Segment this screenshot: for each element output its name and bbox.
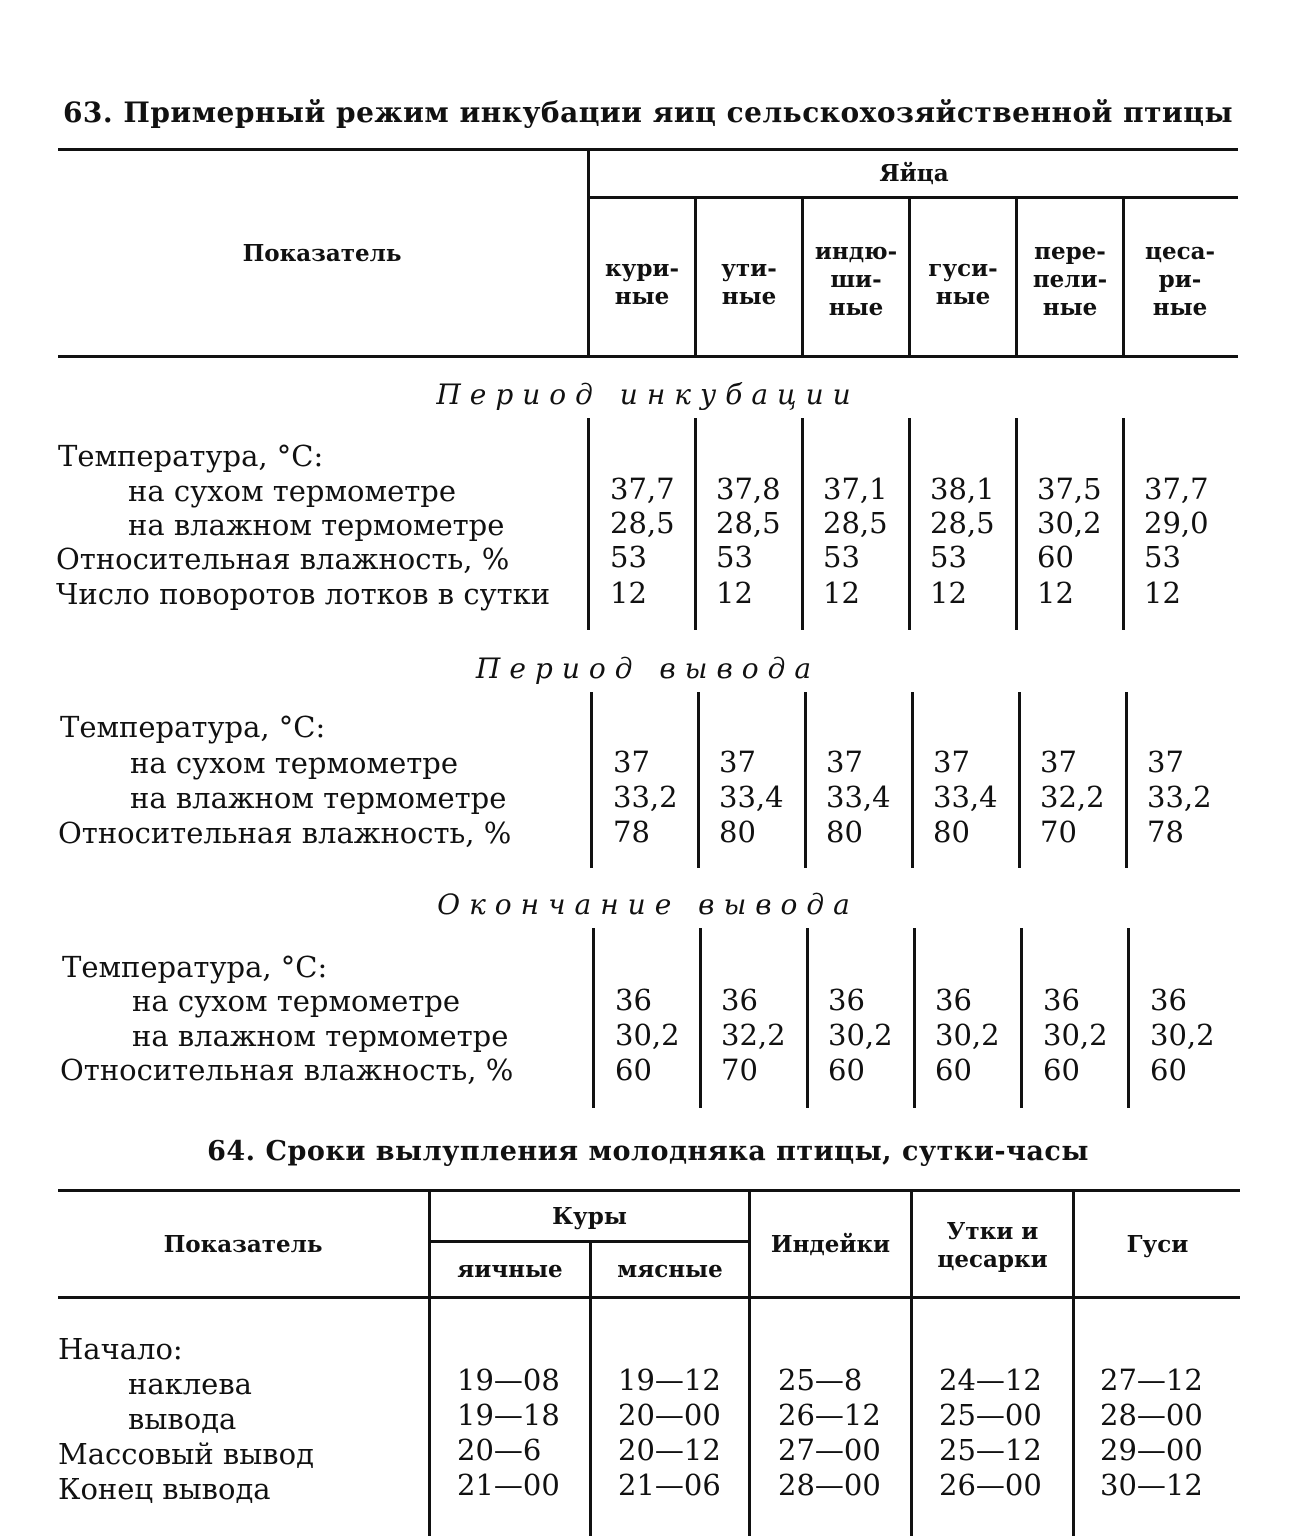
col-divider (590, 692, 593, 868)
header-geese: Гуси (1126, 1231, 1189, 1258)
cell-value: 12 (716, 576, 753, 610)
cell-value: 28,5 (930, 506, 995, 540)
row-label: Относительная влажность, % (58, 816, 512, 850)
row-label: на влажном термометре (128, 508, 505, 542)
cell-value: 29,0 (1144, 506, 1209, 540)
cell-value: 70 (721, 1053, 758, 1087)
cell-value: 53 (930, 540, 967, 574)
cell-value: 37 (1040, 745, 1077, 779)
col-divider (699, 928, 702, 1108)
cell-value: 30—12 (1100, 1468, 1203, 1502)
cell-value: 20—12 (618, 1433, 721, 1467)
cell-value: 28,5 (823, 506, 888, 540)
header-col-duck: ути- ные (721, 255, 777, 310)
cell-value: 30,2 (1043, 1018, 1108, 1052)
cell-value: 30,2 (828, 1018, 893, 1052)
header-col-goose: гуси- ные (928, 255, 998, 310)
cell-value: 78 (1147, 815, 1184, 849)
row-label: Число поворотов лотков в сутки (56, 577, 551, 611)
col-divider (1020, 928, 1023, 1108)
rule-top (58, 148, 1238, 151)
rule-header-bottom (58, 355, 1238, 358)
row-label: Массовый вывод (58, 1437, 314, 1471)
col-divider (908, 418, 911, 630)
col-divider (428, 1189, 431, 1536)
header-broilers: мясные (617, 1256, 723, 1283)
row-label: Относительная влажность, % (60, 1053, 514, 1087)
cell-value: 36 (1043, 983, 1080, 1017)
cell-value: 20—6 (457, 1433, 542, 1467)
row-label: на сухом термометре (132, 984, 461, 1018)
cell-value: 28,5 (610, 506, 675, 540)
header-ducks: Утки и цесарки (937, 1218, 1048, 1273)
cell-value: 38,1 (930, 472, 995, 506)
cell-value: 36 (721, 983, 758, 1017)
header-col-chicken: кури- ные (604, 255, 680, 310)
cell-value: 53 (1144, 540, 1181, 574)
header-chickens: Куры (552, 1203, 627, 1230)
cell-value: 37,7 (1144, 472, 1209, 506)
cell-value: 37 (933, 745, 970, 779)
cell-value: 60 (828, 1053, 865, 1087)
cell-value: 33,4 (826, 780, 891, 814)
header-col-guineafowl: цеса- ри- ные (1144, 238, 1216, 321)
cell-value: 37 (1147, 745, 1184, 779)
col-divider (804, 692, 807, 868)
cell-value: 37,7 (610, 472, 675, 506)
section-title: Период вывода (475, 652, 821, 685)
cell-value: 33,4 (933, 780, 998, 814)
rule-top (58, 1189, 1240, 1192)
row-label: Температура, °С: (58, 439, 324, 473)
cell-value: 36 (1150, 983, 1187, 1017)
cell-value: 27—00 (778, 1433, 881, 1467)
cell-value: 70 (1040, 815, 1077, 849)
cell-value: 80 (719, 815, 756, 849)
cell-value: 53 (716, 540, 753, 574)
cell-value: 37 (719, 745, 756, 779)
cell-value: 53 (823, 540, 860, 574)
col-divider (1122, 418, 1125, 630)
cell-value: 33,2 (613, 780, 678, 814)
cell-value: 33,2 (1147, 780, 1212, 814)
header-indicator: Показатель (163, 1231, 323, 1258)
cell-value: 60 (1043, 1053, 1080, 1087)
col-divider (1125, 692, 1128, 868)
cell-value: 20—00 (618, 1398, 721, 1432)
header-indicator: Показатель (242, 240, 402, 267)
row-label: Относительная влажность, % (56, 542, 510, 576)
cell-value: 21—06 (618, 1468, 721, 1502)
header-layers: яичные (457, 1256, 563, 1283)
cell-value: 29—00 (1100, 1433, 1203, 1467)
cell-value: 60 (935, 1053, 972, 1087)
col-divider (1015, 418, 1018, 630)
cell-value: 36 (935, 983, 972, 1017)
cell-value: 30,2 (615, 1018, 680, 1052)
cell-value: 32,2 (1040, 780, 1105, 814)
cell-value: 12 (930, 576, 967, 610)
cell-value: 60 (1037, 540, 1074, 574)
table-64-title: 64. Сроки вылупления молодняка птицы, сутки-часы (207, 1136, 1089, 1167)
col-divider (1127, 928, 1130, 1108)
section-title: Период инкубации (436, 378, 860, 411)
header-turkeys: Индейки (770, 1231, 891, 1258)
row-label: наклева (128, 1367, 252, 1401)
cell-value: 60 (1150, 1053, 1187, 1087)
cell-value: 37,8 (716, 472, 781, 506)
cell-value: 25—12 (939, 1433, 1042, 1467)
cell-value: 36 (615, 983, 652, 1017)
cell-value: 78 (613, 815, 650, 849)
cell-value: 19—08 (457, 1363, 560, 1397)
cell-value: 27—12 (1100, 1363, 1203, 1397)
cell-value: 25—8 (778, 1363, 863, 1397)
cell-value: 37 (826, 745, 863, 779)
col-divider (911, 692, 914, 868)
header-col-turkey: индю- ши- ные (814, 238, 898, 321)
cell-value: 37,1 (823, 472, 888, 506)
cell-value: 21—00 (457, 1468, 560, 1502)
cell-value: 37,5 (1037, 472, 1102, 506)
cell-value: 19—12 (618, 1363, 721, 1397)
cell-value: 26—12 (778, 1398, 881, 1432)
cell-value: 25—00 (939, 1398, 1042, 1432)
row-label: Конец вывода (58, 1472, 271, 1506)
col-divider (697, 692, 700, 868)
col-divider (801, 418, 804, 630)
col-divider (592, 928, 595, 1108)
row-label: на сухом термометре (128, 474, 457, 508)
header-col-quail: пере- пели- ные (1032, 238, 1108, 321)
row-label: Температура, °С: (62, 950, 328, 984)
col-divider (913, 928, 916, 1108)
col-divider (1018, 692, 1021, 868)
cell-value: 12 (1144, 576, 1181, 610)
cell-value: 30,2 (1037, 506, 1102, 540)
cell-value: 19—18 (457, 1398, 560, 1432)
cell-value: 12 (1037, 576, 1074, 610)
cell-value: 37 (613, 745, 650, 779)
col-divider (694, 418, 697, 630)
section-title: Окончание вывода (437, 888, 859, 921)
cell-value: 32,2 (721, 1018, 786, 1052)
cell-value: 60 (615, 1053, 652, 1087)
col-divider (587, 418, 590, 630)
cell-value: 12 (610, 576, 647, 610)
rule-chickens (428, 1240, 748, 1243)
rule-eggs (588, 196, 1238, 199)
cell-value: 33,4 (719, 780, 784, 814)
row-label: на влажном термометре (132, 1019, 509, 1053)
row-label: Начало: (58, 1332, 183, 1366)
header-eggs: Яйца (879, 160, 949, 187)
col-divider (806, 928, 809, 1108)
cell-value: 26—00 (939, 1468, 1042, 1502)
row-label: вывода (128, 1402, 237, 1436)
cell-value: 36 (828, 983, 865, 1017)
cell-value: 12 (823, 576, 860, 610)
cell-value: 28—00 (778, 1468, 881, 1502)
cell-value: 24—12 (939, 1363, 1042, 1397)
row-label: на влажном термометре (130, 781, 507, 815)
cell-value: 80 (933, 815, 970, 849)
rule-header-bottom (58, 1296, 1240, 1299)
cell-value: 28,5 (716, 506, 781, 540)
row-label: Температура, °С: (60, 710, 326, 744)
cell-value: 28—00 (1100, 1398, 1203, 1432)
cell-value: 30,2 (1150, 1018, 1215, 1052)
row-label: на сухом термометре (130, 746, 459, 780)
cell-value: 30,2 (935, 1018, 1000, 1052)
table-63-title: 63. Примерный режим инкубации яиц сельскохозяйственной птицы (62, 96, 1234, 129)
cell-value: 80 (826, 815, 863, 849)
cell-value: 53 (610, 540, 647, 574)
